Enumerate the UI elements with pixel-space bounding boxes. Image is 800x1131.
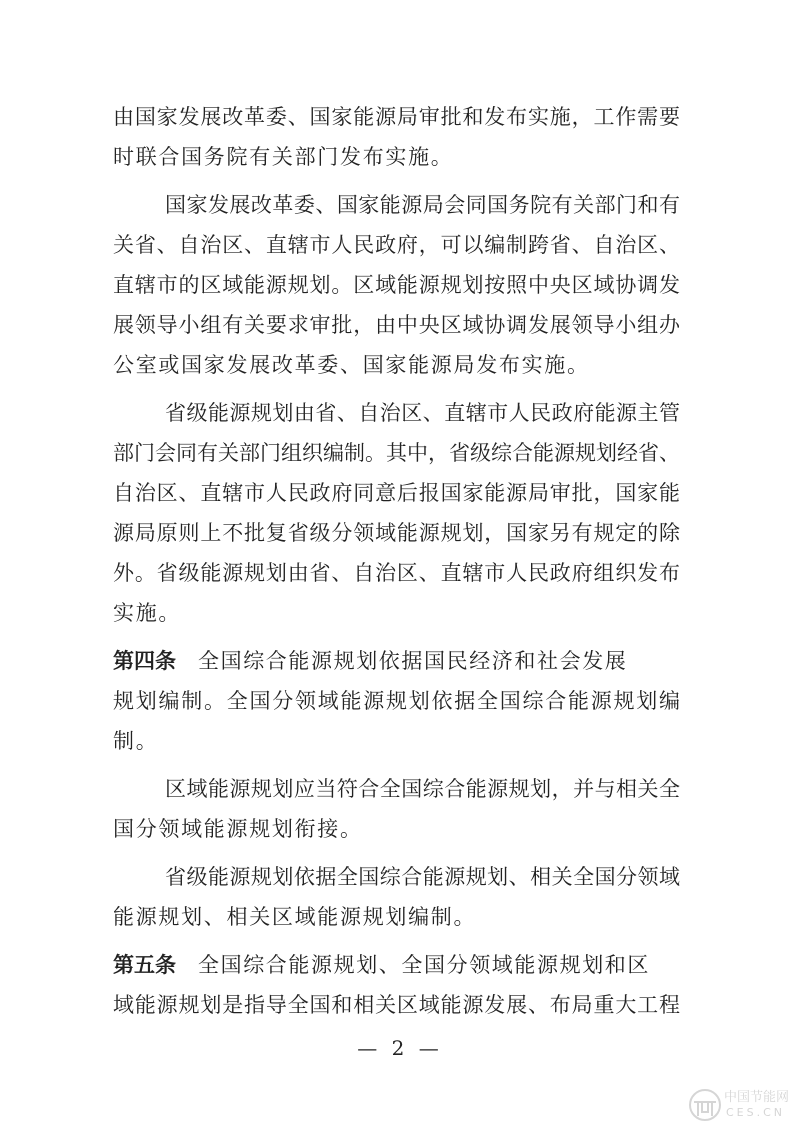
text-line: 展领导小组有关要求审批，由中央区域协调发展领导小组办 (113, 313, 680, 337)
text-line: 能源规划、相关区域能源规划编制。 (113, 905, 477, 929)
text-line: 直辖市的区域能源规划。区域能源规划按照中央区域协调发 (113, 273, 680, 297)
text-line: 部门会同有关部门组织编制。其中，省级综合能源规划经省、 (113, 441, 680, 465)
article-heading: 第四条 (113, 648, 176, 673)
page-number: — 2 — (357, 1036, 443, 1060)
text-line (113, 641, 680, 681)
text-line: 关省、自治区、直辖市人民政府，可以编制跨省、自治区、 (113, 233, 680, 257)
paragraph (113, 857, 680, 937)
text-line: 国分领域能源规划衔接。 (113, 817, 363, 841)
paragraph (113, 185, 680, 385)
watermark-en: CES.CN (726, 1106, 786, 1119)
paragraph (113, 641, 680, 761)
ces-logo-icon (688, 1088, 722, 1122)
text-line: 国家发展改革委、国家能源局会同国务院有关部门和有 (165, 193, 680, 217)
text-line: 域能源规划是指导全国和相关区域能源发展、布局重大工程 (113, 993, 680, 1017)
watermark-logo (688, 1086, 798, 1126)
text-line: 实施。 (113, 601, 182, 625)
paragraph (113, 97, 680, 177)
text-line: 自治区、直辖市人民政府同意后报国家能源局审批，国家能 (113, 481, 680, 505)
text-line: 外。省级能源规划由省、自治区、直辖市人民政府组织发布 (113, 561, 680, 585)
text-line (113, 945, 680, 985)
document-body (113, 97, 680, 1025)
paragraph (113, 945, 680, 1025)
article-heading: 第五条 (113, 952, 176, 977)
text-line: 公室或国家发展改革委、国家能源局发布实施。 (113, 353, 590, 377)
article-text: 全国综合能源规划、全国分领域能源规划和区 (198, 953, 650, 977)
paragraph (113, 393, 680, 633)
text-line: 省级能源规划由省、自治区、直辖市人民政府能源主管 (165, 401, 680, 425)
text-line: 制。 (113, 729, 159, 753)
text-line: 源局原则上不批复省级分领域能源规划，国家另有规定的除 (113, 521, 680, 545)
text-line: 由国家发展改革委、国家能源局审批和发布实施，工作需要 (113, 105, 680, 129)
watermark-cn: 中国节能网 (724, 1090, 790, 1105)
paragraph (113, 769, 680, 849)
text-line: 省级能源规划依据全国综合能源规划、相关全国分领域 (165, 865, 680, 889)
article-text: 全国综合能源规划依据国民经济和社会发展 (198, 649, 628, 673)
text-line: 规划编制。全国分领域能源规划依据全国综合能源规划编 (113, 689, 680, 713)
text-line: 区域能源规划应当符合全国综合能源规划，并与相关全 (165, 777, 680, 801)
text-line: 时联合国务院有关部门发布实施。 (113, 145, 454, 169)
